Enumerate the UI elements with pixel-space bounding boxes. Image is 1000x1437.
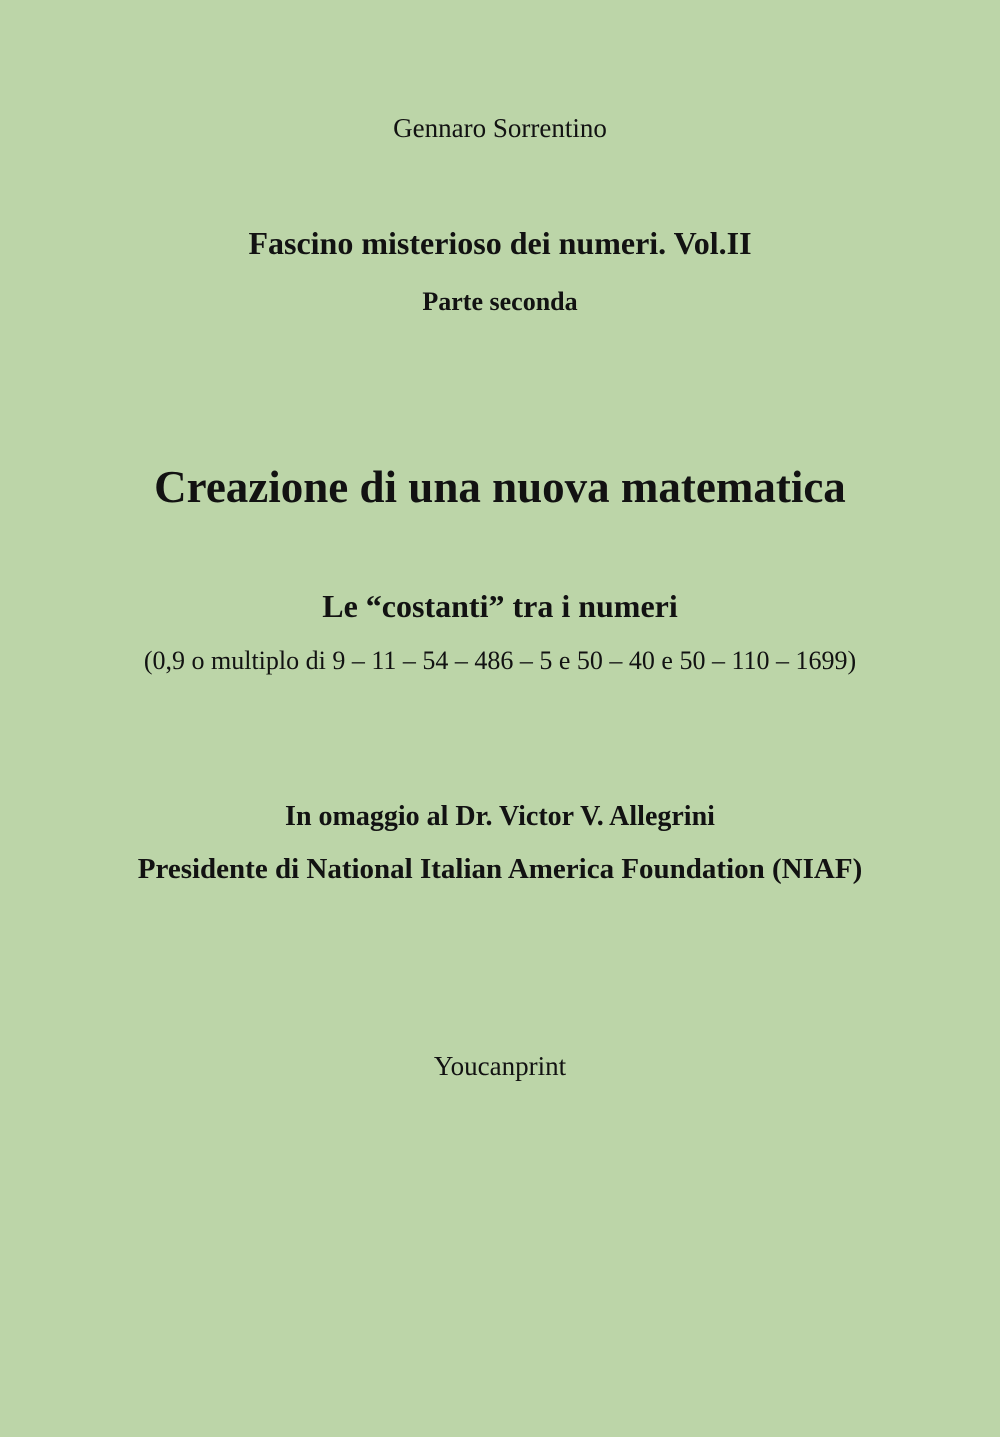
- dedication-line-1: In omaggio al Dr. Victor V. Allegrini: [285, 801, 715, 832]
- series-title: Fascino misterioso dei numeri. Vol.II: [248, 225, 752, 261]
- dedication-line-2: Presidente di National Italian America Foundation (NIAF): [137, 853, 863, 885]
- constants-line: (0,9 o multiplo di 9 – 11 – 54 – 486 – 5 e 50 – 40 e 50 – 110 – 1699): [143, 646, 857, 675]
- series-subtitle: Parte seconda: [422, 287, 578, 316]
- subtitle: Le “costanti” tra i numeri: [322, 588, 678, 624]
- publisher-name: Youcanprint: [433, 1051, 567, 1081]
- main-title: Creazione di una nuova matematica: [154, 462, 846, 512]
- author-name: Gennaro Sorrentino: [393, 113, 607, 143]
